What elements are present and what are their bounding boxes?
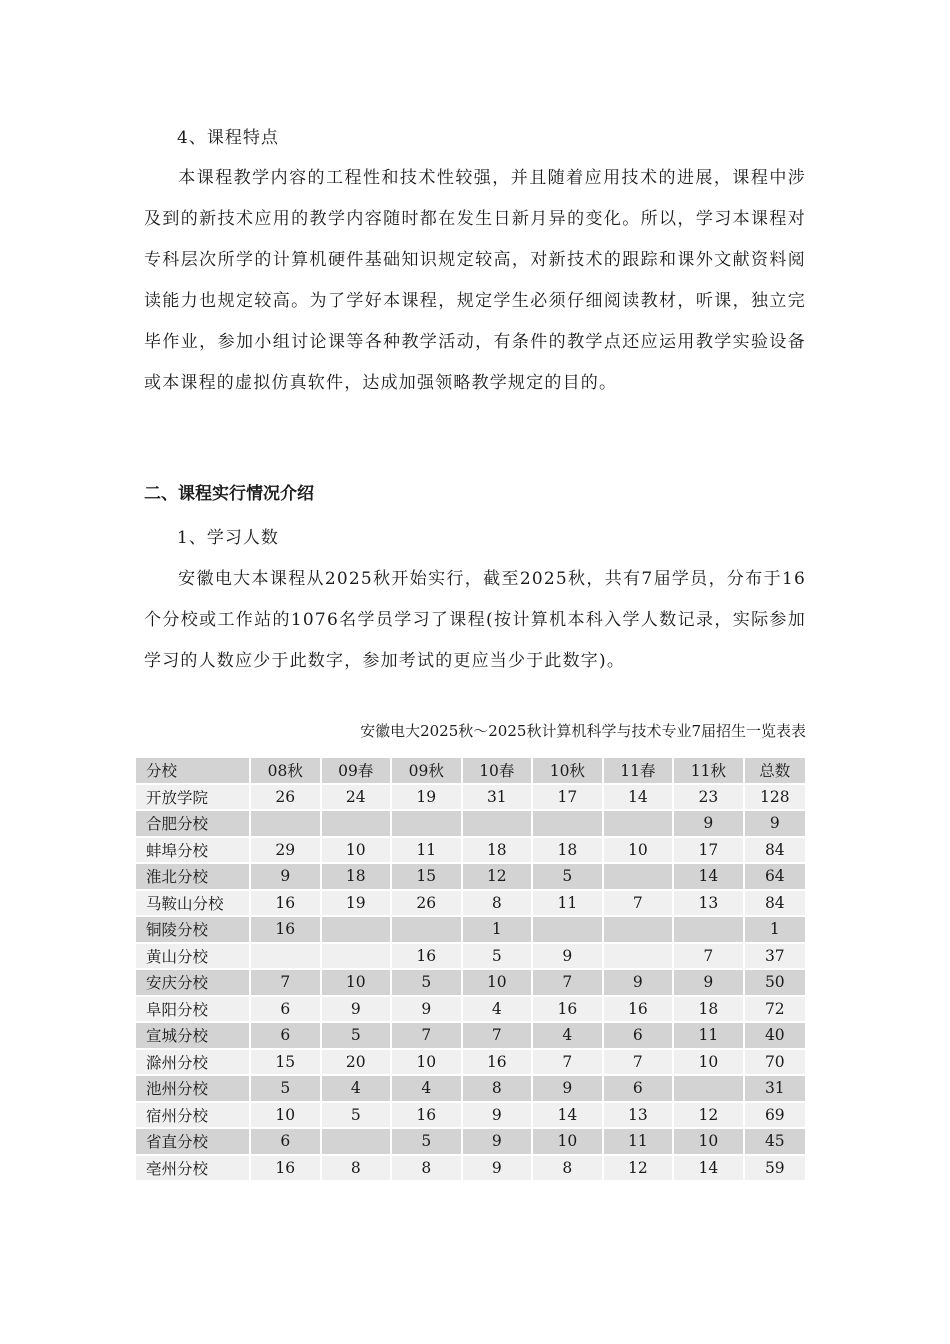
value-cell: 16 — [251, 891, 320, 916]
branch-name-cell: 铜陵分校 — [136, 917, 249, 942]
course-features-paragraph — [144, 158, 806, 404]
enrollment-table — [134, 756, 807, 1182]
table-row — [136, 970, 805, 995]
value-cell — [322, 917, 391, 942]
value-cell: 7 — [463, 1023, 532, 1048]
value-cell — [533, 811, 602, 836]
value-cell: 16 — [463, 1050, 532, 1075]
value-cell: 9 — [604, 970, 673, 995]
value-cell: 59 — [745, 1156, 805, 1181]
value-cell: 7 — [604, 1050, 673, 1075]
value-cell: 6 — [251, 1023, 320, 1048]
course-features-heading: 4、课程特点 — [177, 128, 279, 148]
value-cell: 72 — [745, 997, 805, 1022]
value-cell: 17 — [674, 838, 743, 863]
value-cell: 7 — [604, 891, 673, 916]
value-cell: 9 — [533, 1076, 602, 1101]
value-cell: 10 — [674, 1129, 743, 1154]
value-cell: 12 — [463, 864, 532, 889]
enrollment-text: 安徽电大本课程从2025秋开始实行，截至2025秋，共有7届学员，分布于16个分校或工作站的1076名学员学习了课程(按计算机本科入学人数记录，实际参加学习的人数应少于此数字，参加考试的更应当少于此数字)。 — [144, 569, 806, 671]
header-cell: 08秋 — [251, 758, 320, 783]
value-cell: 26 — [251, 785, 320, 810]
header-cell: 分校 — [136, 758, 249, 783]
value-cell: 10 — [322, 838, 391, 863]
value-cell: 24 — [322, 785, 391, 810]
value-cell: 26 — [392, 891, 461, 916]
value-cell: 4 — [463, 997, 532, 1022]
branch-name-cell: 黄山分校 — [136, 944, 249, 969]
value-cell: 10 — [322, 970, 391, 995]
branch-name-cell: 淮北分校 — [136, 864, 249, 889]
value-cell: 70 — [745, 1050, 805, 1075]
value-cell: 6 — [251, 997, 320, 1022]
branch-name-cell: 阜阳分校 — [136, 997, 249, 1022]
value-cell: 11 — [533, 891, 602, 916]
value-cell: 9 — [674, 970, 743, 995]
value-cell: 16 — [604, 997, 673, 1022]
value-cell: 5 — [392, 970, 461, 995]
value-cell: 15 — [392, 864, 461, 889]
table-row — [136, 1129, 805, 1154]
value-cell — [463, 811, 532, 836]
value-cell: 84 — [745, 838, 805, 863]
branch-name-cell: 省直分校 — [136, 1129, 249, 1154]
value-cell: 50 — [745, 970, 805, 995]
value-cell: 8 — [463, 1076, 532, 1101]
value-cell: 9 — [463, 1103, 532, 1128]
value-cell: 9 — [251, 864, 320, 889]
value-cell: 17 — [533, 785, 602, 810]
table-row — [136, 785, 805, 810]
table-row — [136, 811, 805, 836]
value-cell: 19 — [322, 891, 391, 916]
value-cell: 18 — [322, 864, 391, 889]
value-cell: 23 — [674, 785, 743, 810]
table-body — [136, 785, 805, 1181]
value-cell — [604, 811, 673, 836]
table-row — [136, 917, 805, 942]
value-cell: 6 — [604, 1076, 673, 1101]
value-cell: 84 — [745, 891, 805, 916]
header-cell: 09秋 — [392, 758, 461, 783]
table-header-row — [136, 758, 805, 783]
table-row — [136, 864, 805, 889]
value-cell: 7 — [251, 970, 320, 995]
value-cell: 16 — [251, 917, 320, 942]
header-cell: 11秋 — [674, 758, 743, 783]
value-cell: 11 — [604, 1129, 673, 1154]
value-cell: 14 — [674, 864, 743, 889]
value-cell: 5 — [322, 1103, 391, 1128]
value-cell — [533, 917, 602, 942]
value-cell: 29 — [251, 838, 320, 863]
value-cell — [604, 917, 673, 942]
value-cell: 20 — [322, 1050, 391, 1075]
value-cell — [674, 1076, 743, 1101]
value-cell: 10 — [251, 1103, 320, 1128]
value-cell: 5 — [463, 944, 532, 969]
value-cell: 10 — [674, 1050, 743, 1075]
value-cell — [251, 944, 320, 969]
value-cell: 18 — [533, 838, 602, 863]
value-cell: 16 — [392, 1103, 461, 1128]
branch-name-cell: 马鞍山分校 — [136, 891, 249, 916]
table-row — [136, 1156, 805, 1181]
value-cell: 8 — [322, 1156, 391, 1181]
value-cell: 4 — [392, 1076, 461, 1101]
value-cell: 1 — [463, 917, 532, 942]
value-cell: 8 — [533, 1156, 602, 1181]
value-cell: 1 — [745, 917, 805, 942]
branch-name-cell: 安庆分校 — [136, 970, 249, 995]
value-cell: 40 — [745, 1023, 805, 1048]
enrollment-subheading: 1、学习人数 — [177, 528, 279, 548]
value-cell — [392, 811, 461, 836]
value-cell: 18 — [463, 838, 532, 863]
table-row — [136, 891, 805, 916]
value-cell: 14 — [533, 1103, 602, 1128]
value-cell: 128 — [745, 785, 805, 810]
value-cell: 10 — [604, 838, 673, 863]
value-cell: 45 — [745, 1129, 805, 1154]
value-cell: 9 — [674, 811, 743, 836]
table-row — [136, 997, 805, 1022]
value-cell: 12 — [674, 1103, 743, 1128]
value-cell: 5 — [392, 1129, 461, 1154]
value-cell: 8 — [463, 891, 532, 916]
branch-name-cell: 宿州分校 — [136, 1103, 249, 1128]
value-cell: 18 — [674, 997, 743, 1022]
value-cell: 9 — [533, 944, 602, 969]
branch-name-cell: 滁州分校 — [136, 1050, 249, 1075]
branch-name-cell: 池州分校 — [136, 1076, 249, 1101]
value-cell: 9 — [745, 811, 805, 836]
value-cell: 10 — [533, 1129, 602, 1154]
value-cell: 10 — [463, 970, 532, 995]
header-cell: 10春 — [463, 758, 532, 783]
value-cell: 5 — [322, 1023, 391, 1048]
value-cell: 7 — [674, 944, 743, 969]
branch-name-cell: 蚌埠分校 — [136, 838, 249, 863]
value-cell: 12 — [604, 1156, 673, 1181]
section-two-heading: 二、课程实行情况介绍 — [144, 484, 314, 504]
course-features-text: 本课程教学内容的工程性和技术性较强，并且随着应用技术的进展，课程中涉及到的新技术应用的教学内容随时都在发生日新月异的变化。所以，学习本课程对专科层次所学的计算机硬件基础知识规定较高，对新技术的跟踪和课外文献资料阅读能力也规定较高。为了学好本课程，规定学生必须仔细阅读教材，听课，独立完毕作业，参加小组讨论课等各种教学活动，有条件的教学点还应运用教学实验设备或本课程的虚拟仿真软件，达成加强领略教学规定的目的。 — [144, 168, 806, 393]
value-cell: 11 — [392, 838, 461, 863]
table-row — [136, 1023, 805, 1048]
value-cell: 16 — [533, 997, 602, 1022]
value-cell: 15 — [251, 1050, 320, 1075]
value-cell — [322, 811, 391, 836]
value-cell: 19 — [392, 785, 461, 810]
value-cell — [322, 1129, 391, 1154]
enrollment-paragraph — [144, 559, 806, 682]
value-cell: 16 — [251, 1156, 320, 1181]
value-cell: 9 — [392, 997, 461, 1022]
value-cell — [604, 864, 673, 889]
value-cell: 37 — [745, 944, 805, 969]
value-cell — [322, 944, 391, 969]
value-cell: 4 — [533, 1023, 602, 1048]
value-cell: 7 — [533, 1050, 602, 1075]
header-cell: 11春 — [604, 758, 673, 783]
value-cell — [392, 917, 461, 942]
table-row — [136, 1050, 805, 1075]
header-cell: 09春 — [322, 758, 391, 783]
value-cell: 10 — [392, 1050, 461, 1075]
branch-name-cell: 开放学院 — [136, 785, 249, 810]
value-cell: 5 — [533, 864, 602, 889]
value-cell: 31 — [463, 785, 532, 810]
value-cell: 9 — [463, 1156, 532, 1181]
value-cell: 8 — [392, 1156, 461, 1181]
table-row — [136, 1076, 805, 1101]
value-cell: 14 — [604, 785, 673, 810]
value-cell — [251, 811, 320, 836]
value-cell: 5 — [251, 1076, 320, 1101]
value-cell: 9 — [322, 997, 391, 1022]
value-cell — [604, 944, 673, 969]
value-cell: 6 — [251, 1129, 320, 1154]
table-row — [136, 944, 805, 969]
branch-name-cell: 合肥分校 — [136, 811, 249, 836]
value-cell: 13 — [674, 891, 743, 916]
value-cell: 64 — [745, 864, 805, 889]
value-cell: 13 — [604, 1103, 673, 1128]
branch-name-cell: 亳州分校 — [136, 1156, 249, 1181]
value-cell: 7 — [533, 970, 602, 995]
header-cell: 总数 — [745, 758, 805, 783]
value-cell: 6 — [604, 1023, 673, 1048]
value-cell: 11 — [674, 1023, 743, 1048]
table-row — [136, 838, 805, 863]
value-cell: 69 — [745, 1103, 805, 1128]
value-cell: 14 — [674, 1156, 743, 1181]
value-cell: 4 — [322, 1076, 391, 1101]
branch-name-cell: 宣城分校 — [136, 1023, 249, 1048]
value-cell: 31 — [745, 1076, 805, 1101]
table-row — [136, 1103, 805, 1128]
header-cell: 10秋 — [533, 758, 602, 783]
value-cell — [674, 917, 743, 942]
value-cell: 16 — [392, 944, 461, 969]
value-cell: 9 — [463, 1129, 532, 1154]
table-caption: 安徽电大2025秋～2025秋计算机科学与技术专业7届招生一览表表 — [360, 722, 806, 740]
value-cell: 7 — [392, 1023, 461, 1048]
